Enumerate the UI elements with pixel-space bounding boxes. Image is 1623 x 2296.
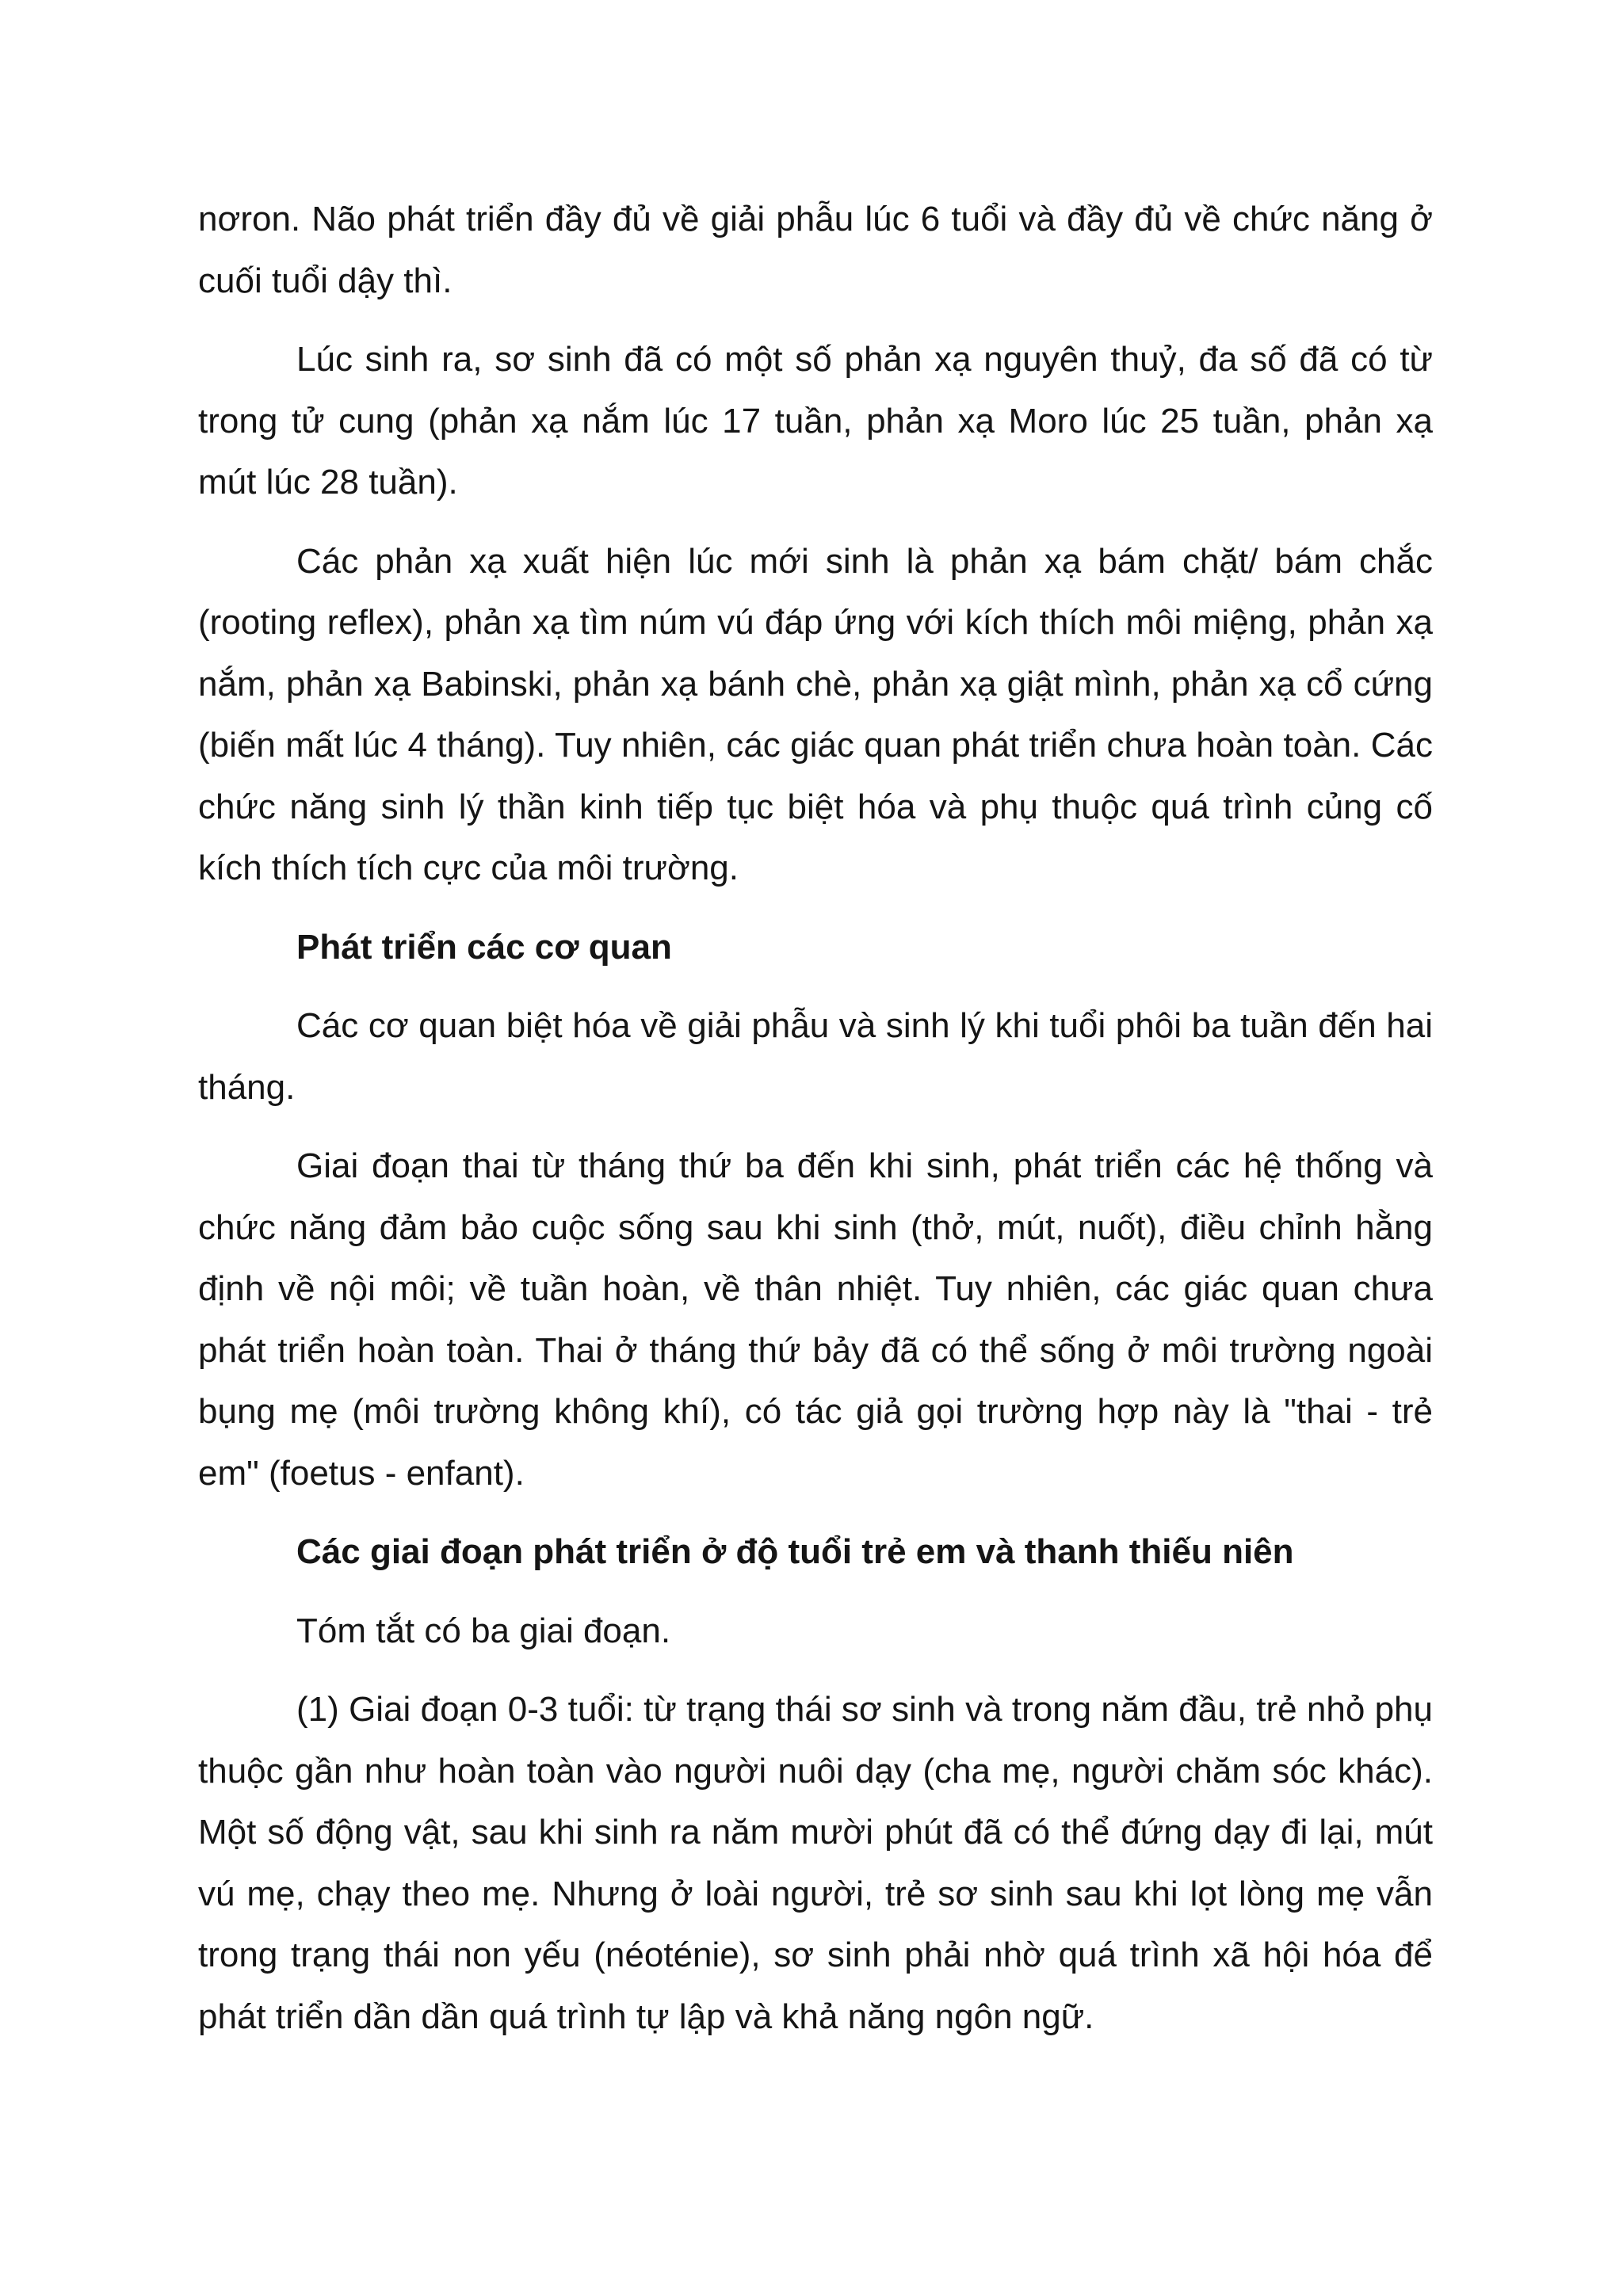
section-heading-developmental-stages: Các giai đoạn phát triển ở độ tuổi trẻ em và thanh thiếu niên	[296, 1532, 1294, 1571]
paragraph-newborn-reflexes: Các phản xạ xuất hiện lúc mới sinh là phản xạ bám chặt/ bám chắc (rooting reflex), phản xạ tìm núm vú đáp ứng với kích thích môi miệng, phản xạ nắm, phản xạ Babinski, phản xạ bánh chè, phản xạ giật mình, phản xạ cổ cứng (biến mất lúc 4 tháng). Tuy nhiên, các giác quan phát triển chưa hoàn toàn. Các chức năng sinh lý thần kinh tiếp tục biệt hóa và phụ thuộc quá trình củng cố kích thích tích cực của môi trường.	[198, 541, 1433, 887]
section-heading-organ-development: Phát triển các cơ quan	[296, 927, 672, 967]
paragraph-summary-three-stages: Tóm tắt có ba giai đoạn.	[296, 1611, 671, 1650]
paragraph-fetal-stage: Giai đoạn thai từ tháng thứ ba đến khi sinh, phát triển các hệ thống và chức năng đảm bảo cuộc sống sau khi sinh (thở, mút, nuốt), điều chỉnh hằng định về nội môi; về tuần hoàn, về thân nhiệt. Tuy nhiên, các giác quan chưa phát triển hoàn toàn. Thai ở tháng thứ bảy đã có thể sống ở môi trường ngoài bụng mẹ (môi trường không khí), có tác giả gọi trường hợp này là "thai - trẻ em" (foetus - enfant).	[198, 1146, 1433, 1493]
paragraph-stage-0-3-years: (1) Giai đoạn 0-3 tuổi: từ trạng thái sơ sinh và trong năm đầu, trẻ nhỏ phụ thuộc gần như hoàn toàn vào người nuôi dạy (cha mẹ, người chăm sóc khác). Một số động vật, sau khi sinh ra năm mười phút đã có thể đứng dạy đi lại, mút vú mẹ, chạy theo mẹ. Nhưng ở loài người, trẻ sơ sinh sau khi lọt lòng mẹ vẫn trong trạng thái non yếu (néoténie), sơ sinh phải nhờ quá trình xã hội hóa để phát triển dần dần quá trình tự lập và khả năng ngôn ngữ.	[198, 1690, 1433, 2036]
paragraph-neuron-brain-development: nơron. Não phát triển đầy đủ về giải phẫu lúc 6 tuổi và đầy đủ về chức năng ở cuối tuổi dậy thì.	[198, 200, 1433, 300]
paragraph-primitive-reflexes: Lúc sinh ra, sơ sinh đã có một số phản xạ nguyên thuỷ, đa số đã có từ trong tử cung (phản xạ nắm lúc 17 tuần, phản xạ Moro lúc 25 tuần, phản xạ mút lúc 28 tuần).	[198, 340, 1433, 502]
document-body	[198, 189, 1433, 2065]
paragraph-organ-differentiation: Các cơ quan biệt hóa về giải phẫu và sinh lý khi tuổi phôi ba tuần đến hai tháng.	[198, 1006, 1433, 1107]
